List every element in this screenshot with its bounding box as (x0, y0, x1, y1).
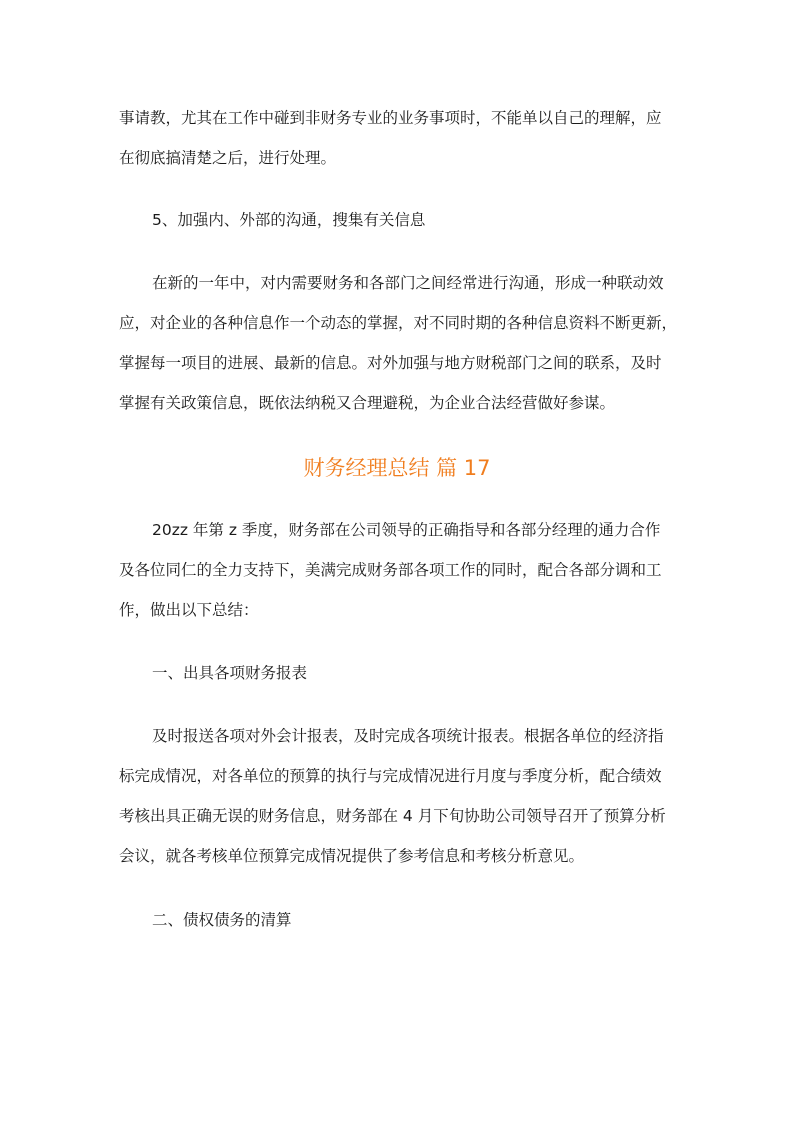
text-line: 事请教，尤其在工作中碰到非财务专业的业务事项时，不能单以自己的理解，应 (119, 109, 662, 127)
section-item-2: 二、债权债务的清算 (152, 911, 292, 929)
paragraph-communication (119, 263, 679, 423)
text-line: 作，做出以下总结： (119, 601, 259, 619)
text-line: 及时报送各项对外会计报表，及时完成各项统计报表。根据各单位的经济指 (152, 727, 664, 745)
text-line: 掌握有关政策信息，既依法纳税又合理避税，为企业合法经营做好参谋。 (119, 394, 616, 412)
text-line: 20zz 年第 z 季度，财务部在公司领导的正确指导和各部分经理的通力合作 (152, 521, 661, 539)
section-item-1: 一、出具各项财务报表 (152, 664, 308, 682)
section-heading: 财务经理总结 篇 17 (303, 456, 491, 480)
text-line: 在新的一年中，对内需要财务和各部门之间经常进行沟通，形成一种联动效 (152, 274, 664, 292)
text-line: 掌握每一项目的进展、最新的信息。对外加强与地方财税部门之间的联系，及时 (119, 354, 662, 372)
text-line: 考核出具正确无误的财务信息，财务部在 4 月下旬协助公司领导召开了预算分析 (119, 807, 666, 825)
paragraph-intro (119, 510, 679, 630)
section-item-5: 5、加强内、外部的沟通，搜集有关信息 (152, 211, 426, 229)
paragraph-reports (119, 716, 679, 876)
text-line: 应，对企业的各种信息作一个动态的掌握，对不同时期的各种信息资料不断更新， (119, 314, 678, 332)
text-line: 及各位同仁的全力支持下，美满完成财务部各项工作的同时，配合各部分调和工 (119, 561, 662, 579)
paragraph-continuation (119, 98, 679, 178)
text-line: 会议，就各考核单位预算完成情况提供了参考信息和考核分析意见。 (119, 847, 585, 865)
text-line: 在彻底搞清楚之后，进行处理。 (119, 149, 337, 167)
text-line: 标完成情况，对各单位的预算的执行与完成情况进行月度与季度分析，配合绩效 (119, 767, 662, 785)
